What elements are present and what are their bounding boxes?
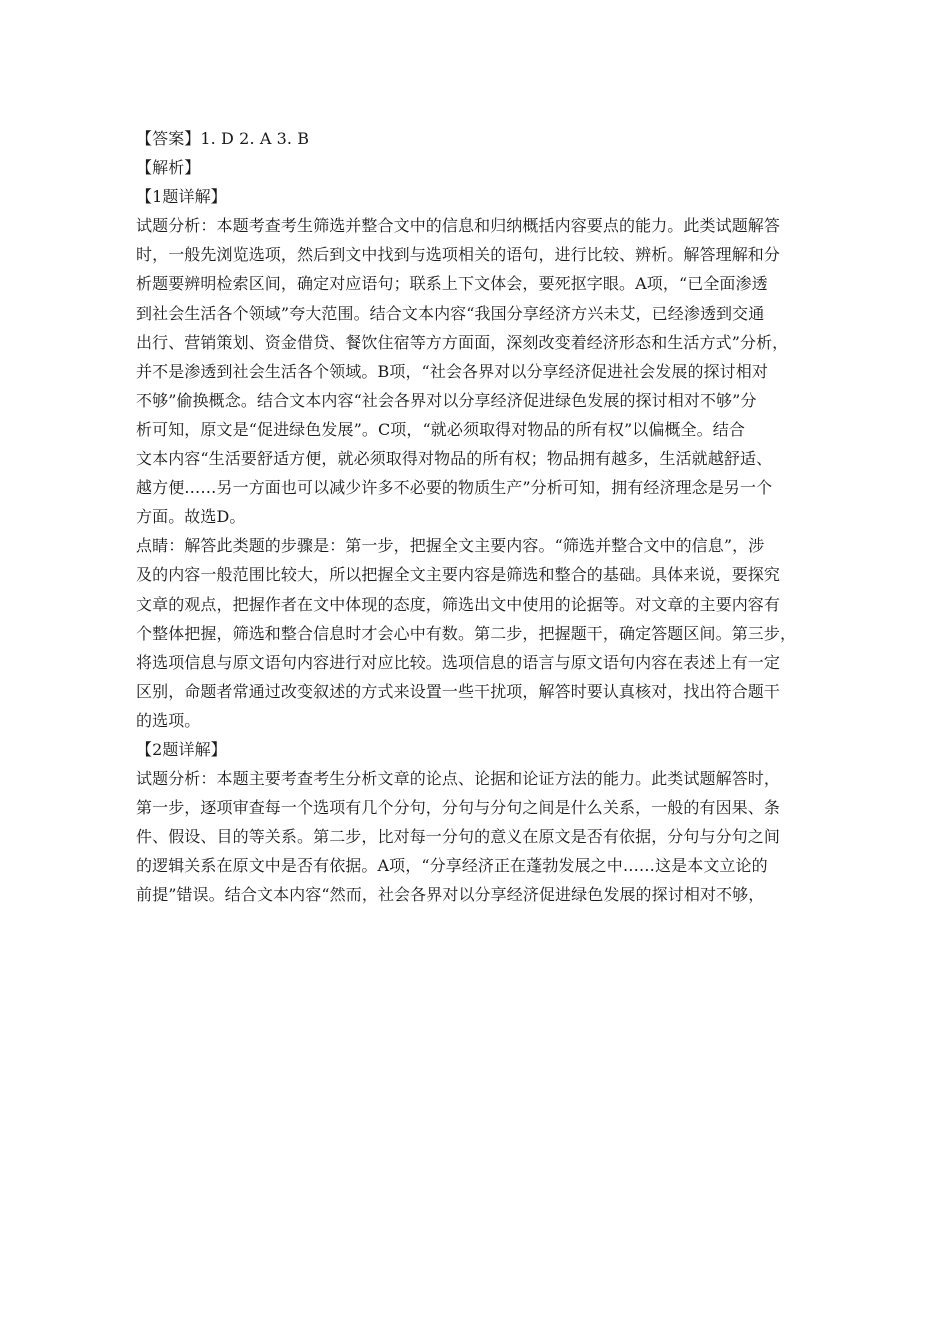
text-line: 的选项。 xyxy=(136,710,201,730)
text-line: 时，一般先浏览选项，然后到文中找到与选项相关的语句，进行比较、辨析。解答理解和分 xyxy=(136,245,781,265)
text-line: 方面。故选D。 xyxy=(136,507,246,527)
document-body xyxy=(136,124,826,910)
text-line: 点睛：解答此类题的步骤是：第一步，把握全文主要内容。“筛选并整合文中的信息”，涉 xyxy=(136,536,765,556)
q1-heading: 【1题详解】 xyxy=(136,187,227,207)
text-line: 将选项信息与原文语句内容进行对应比较。选项信息的语言与原文语句内容在表述上有一定 xyxy=(136,652,781,672)
text-line: 到社会生活各个领域”夸大范围。结合文本内容“我国分享经济方兴未艾，已经渗透到交通 xyxy=(136,303,765,323)
text-line: 件、假设、目的等关系。第二步，比对每一分句的意义在原文是否有依据，分句与分句之间 xyxy=(136,827,781,847)
text-line: 试题分析：本题考查考生筛选并整合文中的信息和归纳概括内容要点的能力。此类试题解答 xyxy=(136,216,781,236)
text-line: 区别，命题者常通过改变叙述的方式来设置一些干扰项，解答时要认真核对，找出符合题干 xyxy=(136,681,781,701)
q2-heading: 【2题详解】 xyxy=(136,739,227,759)
analysis-heading: 【解析】 xyxy=(136,158,201,178)
text-line: 个整体把握，筛选和整合信息时才会心中有数。第二步，把握题干，确定答题区间。第三步， xyxy=(136,623,797,643)
answer-line: 【答案】1. D 2. A 3. B xyxy=(136,129,310,148)
text-line: 析可知，原文是“促进绿色发展”。C项，“就必须取得对物品的所有权”以偏概全。结合 xyxy=(136,419,745,439)
text-line: 的逻辑关系在原文中是否有依据。A项，“分享经济正在蓬勃发展之中……这是本文立论的 xyxy=(136,856,768,876)
text-line: 前提”错误。结合文本内容“然而，社会各界对以分享经济促进绿色发展的探讨相对不够， xyxy=(136,885,765,905)
text-line: 文本内容“生活要舒适方便，就必须取得对物品的所有权；物品拥有越多，生活就越舒适、 xyxy=(136,449,773,469)
text-line: 文章的观点，把握作者在文中体现的态度，筛选出文中使用的论据等。对文章的主要内容有 xyxy=(136,594,781,614)
text-line: 不够”偷换概念。结合文本内容“社会各界对以分享经济促进绿色发展的探讨相对不够”分 xyxy=(136,390,757,410)
text-line: 并不是渗透到社会生活各个领域。B项，“社会各界对以分享经济促进社会发展的探讨相对 xyxy=(136,361,768,381)
text-line: 出行、营销策划、资金借贷、餐饮住宿等方方面面，深刻改变着经济形态和生活方式”分析， xyxy=(136,332,789,352)
text-line: 析题要辨明检索区间，确定对应语句；联系上下文体会，要死抠字眼。A项，“已全面渗透 xyxy=(136,274,768,294)
text-line: 试题分析：本题主要考查考生分析文章的论点、论据和论证方法的能力。此类试题解答时， xyxy=(136,769,781,789)
text-line: 及的内容一般范围比较大，所以把握全文主要内容是筛选和整合的基础。具体来说，要探究 xyxy=(136,565,781,585)
text-line: 第一步，逐项审查每一个选项有几个分句，分句与分句之间是什么关系，一般的有因果、条 xyxy=(136,798,781,818)
text-line: 越方便……另一方面也可以减少许多不必要的物质生产”分析可知，拥有经济理念是另一个 xyxy=(136,478,773,498)
